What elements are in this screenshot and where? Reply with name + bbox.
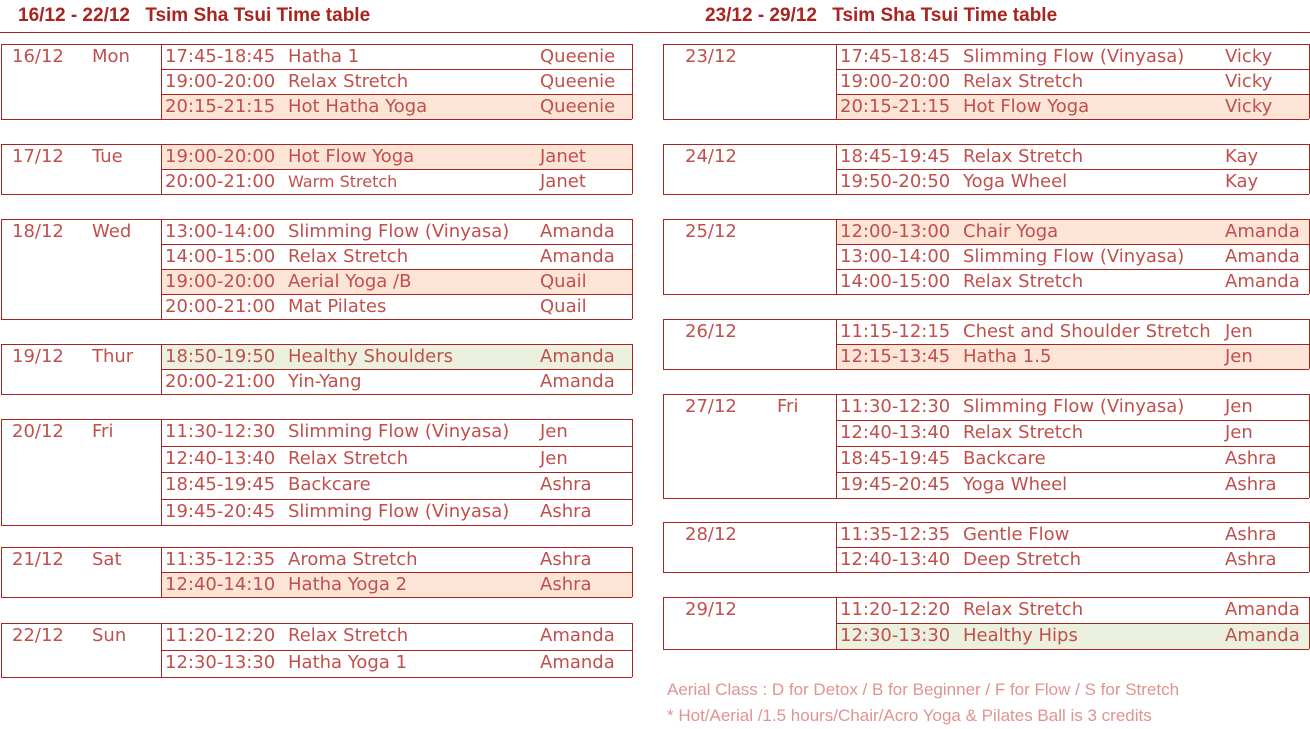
class-time: 12:40-13:40 [840,422,951,443]
class-time: 13:00-14:00 [840,246,951,267]
day-top-border [663,394,1309,395]
class-time: 11:35-12:35 [165,549,276,570]
class-time: 19:50-20:50 [840,171,951,192]
class-time: 20:15-21:15 [840,96,951,117]
class-teacher: Amanda [1225,625,1300,646]
class-teacher: Kay [1225,146,1259,167]
day-left-border [1,419,2,525]
day-date: 21/12 [12,549,64,570]
class-teacher: Vicky [1225,96,1273,117]
class-time: 19:45-20:45 [840,474,951,495]
class-time: 14:00-15:00 [840,271,951,292]
class-teacher: Amanda [1225,599,1300,620]
class-teacher: Amanda [1225,221,1300,242]
class-time: 17:45-18:45 [165,46,276,67]
day-bottom-border [663,119,1309,120]
class-time: 19:00-20:00 [165,71,276,92]
class-time: 19:00-20:00 [840,71,951,92]
class-teacher: Ashra [540,501,592,522]
day-right-border [632,219,633,319]
day-date: 28/12 [685,524,737,545]
day-bottom-border [1,119,632,120]
week1-date-range: 16/12 - 22/12 [18,5,130,26]
class-teacher: Ashra [1225,448,1277,469]
class-name: Hatha Yoga 2 [288,574,408,595]
class-name: Backcare [963,448,1046,469]
class-teacher: Queenie [540,71,616,92]
class-teacher: Amanda [1225,246,1300,267]
day-left-border [663,44,664,119]
day-bottom-border [1,394,632,395]
day-date: 26/12 [685,321,737,342]
class-teacher: Queenie [540,96,616,117]
class-teacher: Amanda [540,652,615,673]
class-teacher: Quail [540,271,587,292]
class-teacher: Jen [1225,346,1253,367]
class-name: Relax Stretch [288,448,409,469]
class-row-divider [161,572,632,573]
class-name: Backcare [288,474,371,495]
class-teacher: Ashra [540,474,592,495]
class-teacher: Vicky [1225,46,1273,67]
day-bottom-border [663,572,1309,573]
day-date: 24/12 [685,146,737,167]
day-date: 22/12 [12,625,64,646]
class-row-divider [161,446,632,447]
day-right-border [632,419,633,525]
class-name: Hot Flow Yoga [288,146,415,167]
class-time: 12:40-13:40 [840,549,951,570]
class-name: Relax Stretch [288,71,409,92]
class-name: Hatha Yoga 1 [288,652,408,673]
day-date: 19/12 [12,346,64,367]
class-time: 11:30-12:30 [165,421,276,442]
class-name: Aroma Stretch [288,549,418,570]
class-teacher: Ashra [540,549,592,570]
week1-header [18,5,370,27]
day-left-border [1,144,2,194]
week2-title: Tsim Sha Tsui Time table [832,5,1058,26]
day-bottom-border [1,677,632,678]
day-right-border [632,623,633,677]
class-name: Slimming Flow (Vinyasa) [288,421,510,442]
day-left-border [1,44,2,119]
class-teacher: Ashra [1225,549,1277,570]
credits-note: * Hot/Aerial /1.5 hours/Chair/Acro Yoga & Pilates Ball is 3 credits [667,706,1152,725]
day-left-border [1,344,2,394]
class-time: 13:00-14:00 [165,221,276,242]
class-row-divider [836,269,1309,270]
day-date: 29/12 [685,599,737,620]
day-bottom-border [663,194,1309,195]
class-teacher: Quail [540,296,587,317]
class-name: Relax Stretch [963,599,1084,620]
class-name: Hot Hatha Yoga [288,96,428,117]
day-bottom-border [1,525,632,526]
class-row-divider [161,269,632,270]
class-name: Warm Stretch [288,172,398,191]
day-left-border [663,144,664,194]
class-time: 20:00-21:00 [165,296,276,317]
class-name: Relax Stretch [963,271,1084,292]
class-teacher: Amanda [540,221,615,242]
class-time: 20:15-21:15 [165,96,276,117]
class-time: 12:30-13:30 [840,625,951,646]
class-teacher: Amanda [1225,271,1300,292]
day-left-border [663,394,664,498]
class-time: 12:40-14:10 [165,574,276,595]
class-time: 11:30-12:30 [840,396,951,417]
class-time: 20:00-21:00 [165,171,276,192]
day-top-border [1,547,632,548]
class-name: Relax Stretch [963,146,1084,167]
day-bottom-border [663,294,1309,295]
class-row-divider [836,547,1309,548]
class-teacher: Janet [540,146,586,167]
week1-title: Tsim Sha Tsui Time table [145,5,371,26]
class-name: Hatha 1 [288,46,360,67]
class-row-divider [161,94,632,95]
day-name: Mon [92,46,130,67]
class-name: Slimming Flow (Vinyasa) [963,396,1185,417]
class-name: Yin-Yang [288,371,362,392]
class-teacher: Janet [540,171,586,192]
day-right-border [632,44,633,119]
day-bottom-border [1,319,632,320]
day-bottom-border [1,597,632,598]
class-teacher: Ashra [540,574,592,595]
day-top-border [663,522,1309,523]
day-left-border [663,522,664,572]
class-row-divider [836,420,1309,421]
class-name: Gentle Flow [963,524,1070,545]
class-teacher: Jen [1225,321,1253,342]
class-teacher: Jen [540,448,568,469]
day-left-border [1,219,2,319]
day-left-border [1,547,2,597]
class-teacher: Amanda [540,246,615,267]
day-date: 16/12 [12,46,64,67]
class-name: Relax Stretch [288,625,409,646]
day-name: Fri [92,421,114,442]
class-row-divider [836,69,1309,70]
class-row-divider [161,169,632,170]
class-name: Relax Stretch [963,422,1084,443]
class-row-divider [836,446,1309,447]
aerial-class-note: Aerial Class : D for Detox / B for Beginner / F for Flow / S for Stretch [667,680,1180,699]
day-top-border [663,44,1309,45]
class-name: Mat Pilates [288,296,387,317]
class-time: 12:15-13:45 [840,346,951,367]
class-time: 18:50-19:50 [165,346,276,367]
day-name: Sat [92,549,122,570]
day-right-border [632,344,633,394]
class-name: Slimming Flow (Vinyasa) [963,46,1185,67]
class-name: Yoga Wheel [963,171,1068,192]
day-name: Fri [777,396,799,417]
day-bottom-border [663,649,1309,650]
class-time: 11:35-12:35 [840,524,951,545]
class-row-divider [161,650,632,651]
day-top-border [1,623,632,624]
class-row-divider [161,472,632,473]
day-right-border [632,144,633,194]
class-teacher: Kay [1225,171,1259,192]
day-top-border [663,144,1309,145]
day-top-border [663,597,1309,598]
class-name: Relax Stretch [963,71,1084,92]
class-teacher: Ashra [1225,524,1277,545]
class-row-divider [836,169,1309,170]
class-row-divider [161,244,632,245]
class-row-divider [161,499,632,500]
class-teacher: Vicky [1225,71,1273,92]
class-teacher: Amanda [540,346,615,367]
class-row-divider [161,369,632,370]
class-teacher: Jen [1225,422,1253,443]
class-name: Hot Flow Yoga [963,96,1090,117]
class-time: 12:00-13:00 [840,221,951,242]
day-bottom-border [1,194,632,195]
class-row-divider [161,69,632,70]
day-name: Wed [92,221,132,242]
class-time: 12:30-13:30 [165,652,276,673]
class-time: 14:00-15:00 [165,246,276,267]
day-left-border [663,319,664,369]
day-right-border [632,547,633,597]
class-row-divider [836,244,1309,245]
day-top-border [663,319,1309,320]
day-top-border [1,219,632,220]
class-time: 18:45-19:45 [840,146,951,167]
class-row-divider [836,623,1309,624]
day-date: 27/12 [685,396,737,417]
class-row-divider [836,472,1309,473]
class-name: Chest and Shoulder Stretch [963,321,1211,342]
header-underline [0,32,1310,33]
class-name: Healthy Shoulders [288,346,454,367]
class-teacher: Amanda [540,371,615,392]
class-name: Hatha 1.5 [963,346,1052,367]
class-row-divider [161,294,632,295]
day-left-border [663,219,664,294]
day-date: 23/12 [685,46,737,67]
class-time: 11:20-12:20 [165,625,276,646]
class-time: 19:00-20:00 [165,271,276,292]
class-name: Deep Stretch [963,549,1082,570]
class-time: 11:20-12:20 [840,599,951,620]
day-name: Thur [92,346,134,367]
class-teacher: Amanda [540,625,615,646]
day-top-border [1,419,632,420]
day-top-border [1,44,632,45]
day-name: Tue [92,146,123,167]
day-date: 18/12 [12,221,64,242]
class-teacher: Ashra [1225,474,1277,495]
week2-date-range: 23/12 - 29/12 [705,5,817,26]
class-teacher: Queenie [540,46,616,67]
week2-header [705,5,1057,27]
class-row-divider [836,344,1309,345]
class-time: 12:40-13:40 [165,448,276,469]
day-left-border [663,597,664,649]
class-name: Healthy Hips [963,625,1078,646]
class-name: Aerial Yoga /B [288,271,412,292]
class-teacher: Jen [1225,396,1253,417]
class-time: 19:45-20:45 [165,501,276,522]
day-date: 17/12 [12,146,64,167]
class-time: 19:00-20:00 [165,146,276,167]
class-time: 20:00-21:00 [165,371,276,392]
day-left-border [1,623,2,677]
day-date: 25/12 [685,221,737,242]
class-teacher: Jen [540,421,568,442]
class-time: 18:45-19:45 [840,448,951,469]
class-name: Slimming Flow (Vinyasa) [288,501,510,522]
class-name: Yoga Wheel [963,474,1068,495]
day-bottom-border [663,498,1309,499]
class-name: Chair Yoga [963,221,1059,242]
class-name: Relax Stretch [288,246,409,267]
class-time: 18:45-19:45 [165,474,276,495]
class-row-divider [836,94,1309,95]
class-name: Slimming Flow (Vinyasa) [963,246,1185,267]
class-time: 17:45-18:45 [840,46,951,67]
day-name: Sun [92,625,127,646]
day-bottom-border [663,369,1309,370]
class-time: 11:15-12:15 [840,321,951,342]
day-date: 20/12 [12,421,64,442]
class-name: Slimming Flow (Vinyasa) [288,221,510,242]
